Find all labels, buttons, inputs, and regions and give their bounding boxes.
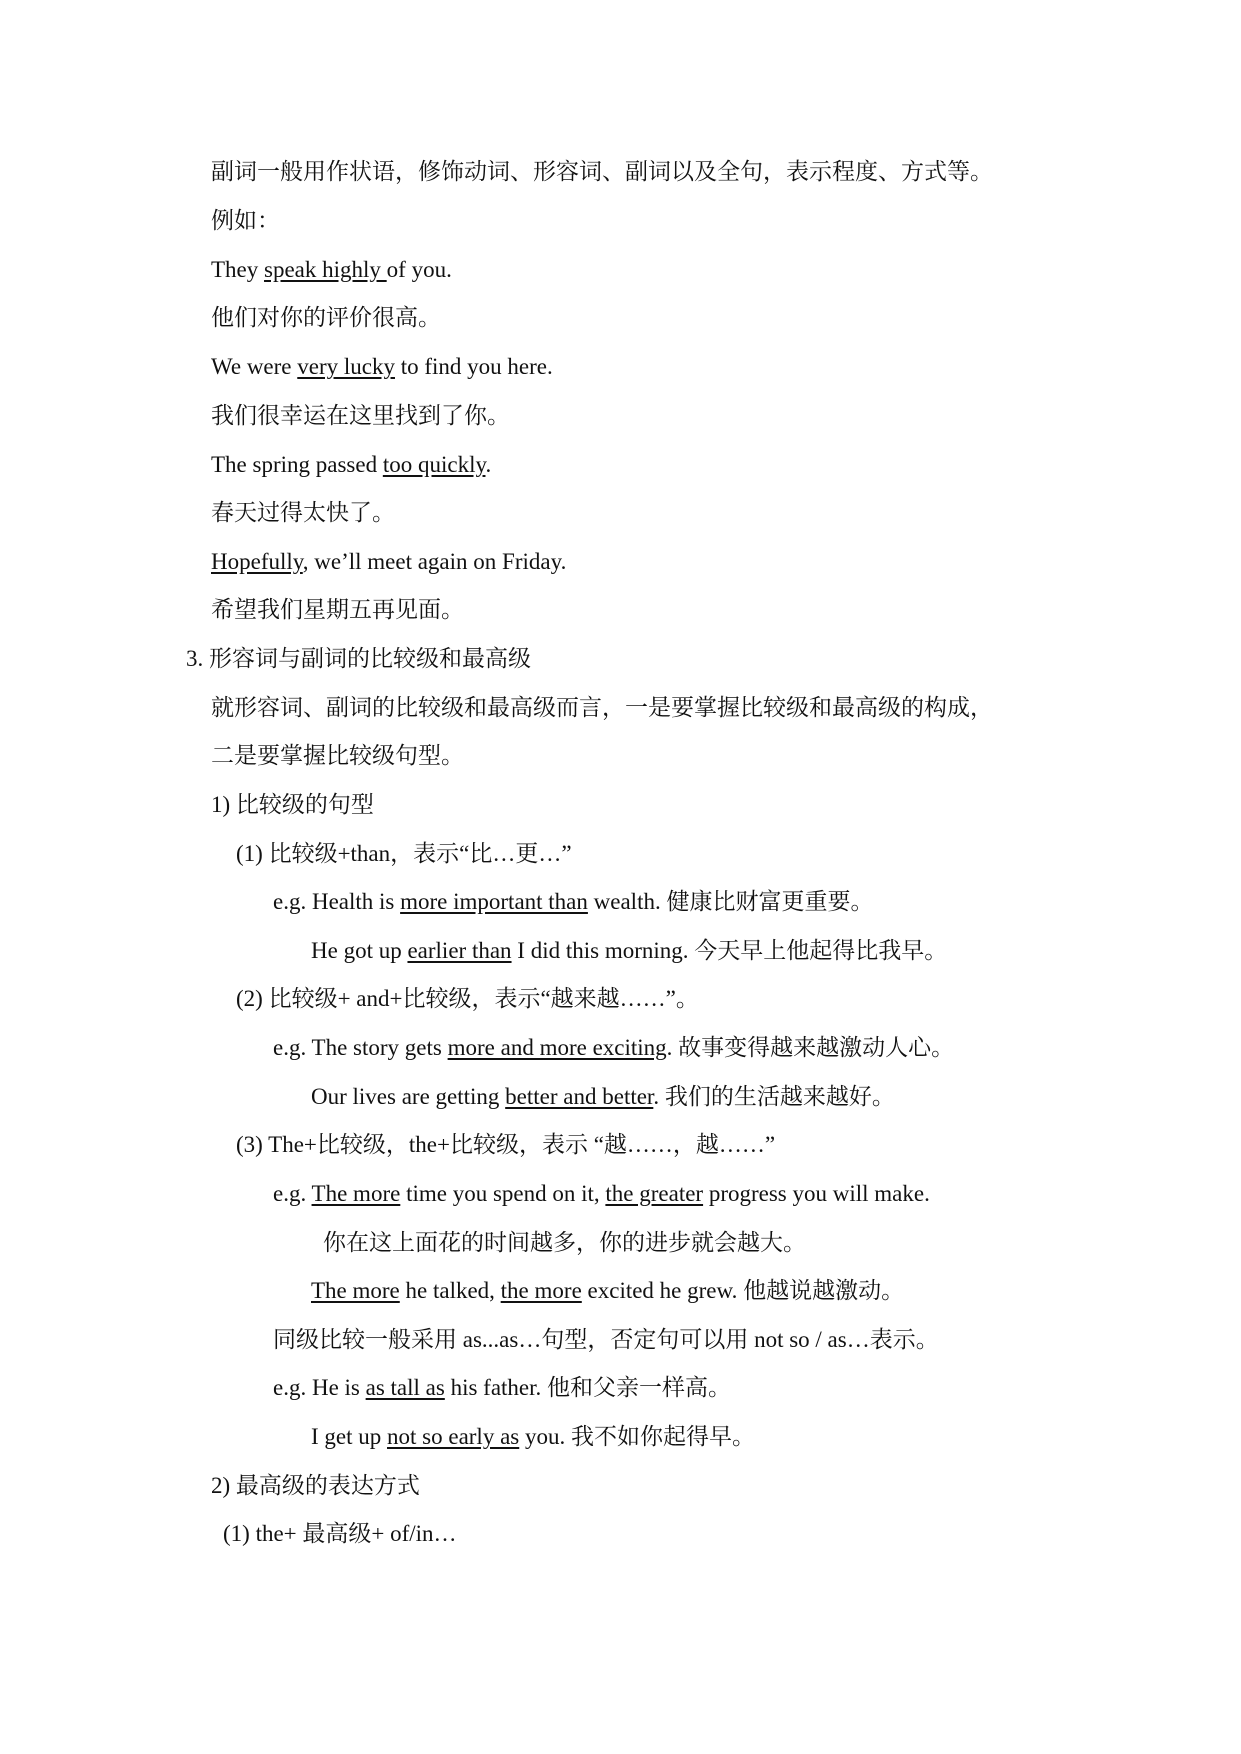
example-sentence: Our lives are getting better and better. 我们的生活越来越好。 bbox=[311, 1084, 895, 1109]
example-sentence: e.g. Health is more important than wealth. 健康比财富更重要。 bbox=[273, 889, 874, 914]
note-paragraph: 同级比较一般采用 as...as…句型，否定句可以用 not so / as…表示。 bbox=[273, 1327, 939, 1352]
example-sentence: e.g. The more time you spend on it, the greater progress you will make. bbox=[273, 1181, 930, 1206]
example-translation: 希望我们星期五再见面。 bbox=[211, 597, 464, 622]
intro-paragraph: 副词一般用作状语，修饰动词、形容词、副词以及全句，表示程度、方式等。 bbox=[211, 159, 993, 184]
example-label: 例如： bbox=[211, 208, 280, 233]
example-translation: 他们对你的评价很高。 bbox=[211, 305, 441, 330]
pattern-heading: (1) the+ 最高级+ of/in… bbox=[223, 1521, 457, 1546]
example-sentence: The more he talked, the more excited he grew. 他越说越激动。 bbox=[311, 1278, 905, 1303]
subsection-heading: 1) 比较级的句型 bbox=[211, 792, 374, 817]
example-sentence: Hopefully, we’ll meet again on Friday. bbox=[211, 549, 567, 574]
example-sentence: He got up earlier than I did this morning. 今天早上他起得比我早。 bbox=[311, 938, 948, 963]
example-sentence: e.g. The story gets more and more exciting. 故事变得越来越激动人心。 bbox=[273, 1035, 955, 1060]
example-translation: 你在这上面花的时间越多，你的进步就会越大。 bbox=[323, 1230, 806, 1255]
example-sentence: We were very lucky to find you here. bbox=[211, 354, 553, 379]
example-sentence: e.g. He is as tall as his father. 他和父亲一样高。 bbox=[273, 1375, 732, 1400]
section-paragraph: 就形容词、副词的比较级和最高级而言，一是要掌握比较级和最高级的构成， bbox=[211, 695, 993, 720]
example-sentence: I get up not so early as you. 我不如你起得早。 bbox=[311, 1424, 755, 1449]
section-paragraph: 二是要掌握比较级句型。 bbox=[211, 743, 464, 768]
example-sentence: The spring passed too quickly. bbox=[211, 452, 492, 477]
example-sentence: They speak highly of you. bbox=[211, 257, 452, 282]
pattern-heading: (3) The+比较级，the+比较级，表示 “越……，越……” bbox=[236, 1132, 776, 1157]
section-heading: 3. 形容词与副词的比较级和最高级 bbox=[186, 646, 531, 671]
example-translation: 我们很幸运在这里找到了你。 bbox=[211, 403, 510, 428]
subsection-heading: 2) 最高级的表达方式 bbox=[211, 1473, 420, 1498]
example-translation: 春天过得太快了。 bbox=[211, 500, 395, 525]
pattern-heading: (1) 比较级+than，表示“比…更…” bbox=[236, 841, 572, 866]
pattern-heading: (2) 比较级+ and+比较级，表示“越来越……”。 bbox=[236, 986, 699, 1011]
